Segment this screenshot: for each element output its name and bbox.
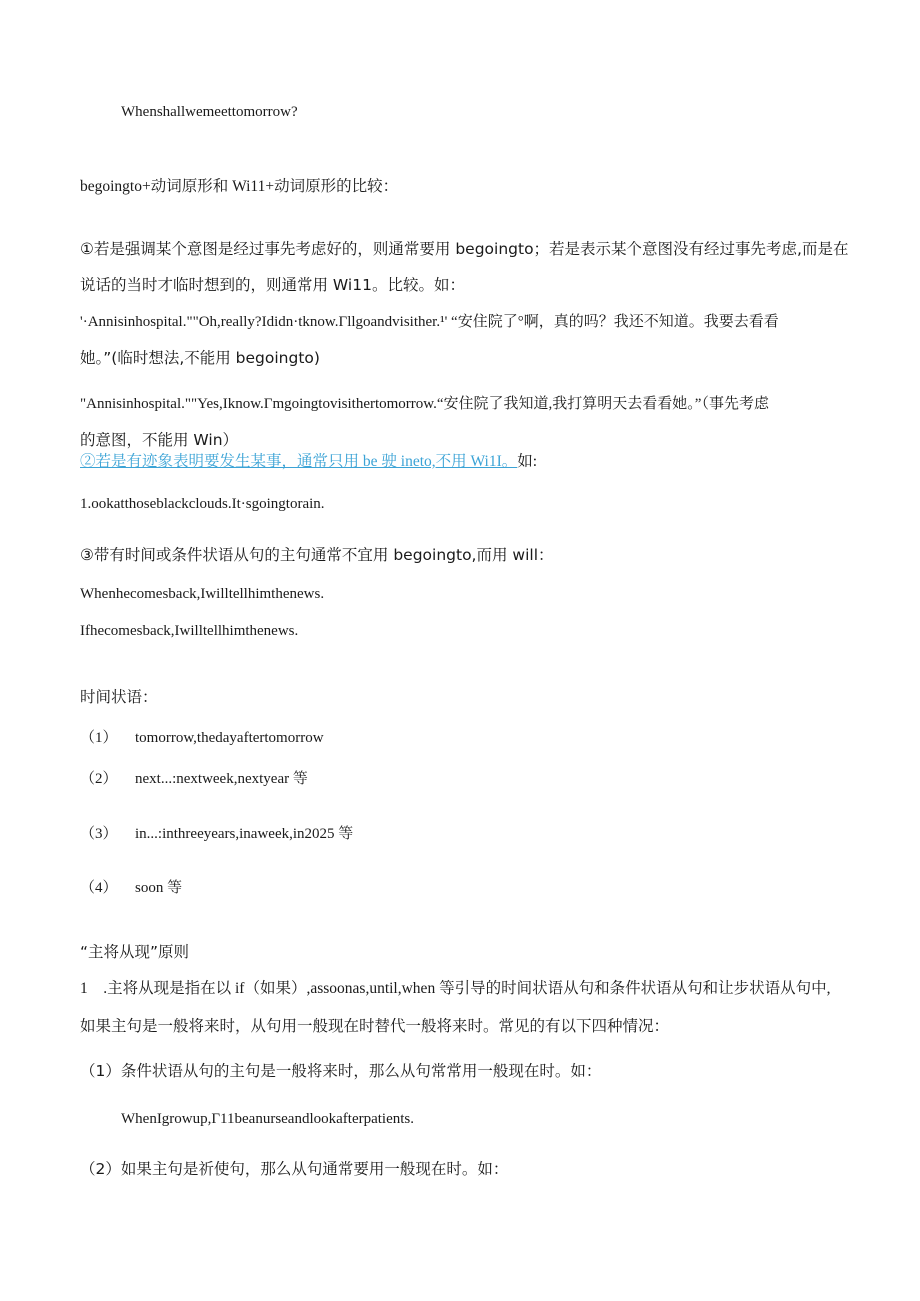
section-heading-comparison: begoingto+动词原形和 Wi11+动词原形的比较： [80, 178, 399, 195]
example-sentence-when-shall: Whenshallwemeettomorrow? [121, 104, 298, 120]
time-adverbials-heading: 时间状语： [80, 688, 158, 706]
principle-heading: “主将从现”原则 [80, 943, 190, 961]
item-number: （1） [80, 730, 118, 746]
rule-1-line-1: ①若是强调某个意图是经过事先考虑好的，则通常要用 begoingto；若是表示某个意图没有经过事先考虑,而是在 [80, 240, 849, 258]
case-1-line: （1）条件状语从句的主句是一般将来时，那么从句常常用一般现在时。如： [80, 1062, 602, 1080]
rule-3-line: ③带有时间或条件状语从句的主句通常不宜用 begoingto,而用 will： [80, 546, 554, 564]
item-text: in...:inthreeyears,inaweek,in2025 等 [135, 826, 354, 842]
example-sentence-when-he-comes: Whenhecomesback,Iwilltellhimthenews. [80, 586, 325, 602]
example-dialogue-2-line-2: 的意图，不能用 Win） [80, 431, 239, 449]
item-text: soon 等 [135, 880, 183, 896]
example-dialogue-2-line-1: "Annisinhospital.""Yes,Iknow.Γmgoingtovisithertomorrow.“安住院了我知道,我打算明天去看看她。”（事先考虑 [80, 396, 769, 412]
item-number: （2） [80, 771, 118, 787]
rule-2-hyperlink[interactable]: ②若是有迹象表明要发生某事，通常只用 be 驶 ineto,不用 Wi1I。 [80, 453, 518, 470]
principle-definition-line-2: 如果主句是一般将来时，从句用一般现在时替代一般将来时。常见的有以下四种情况： [80, 1017, 670, 1035]
time-adverbial-item-1 [80, 729, 324, 747]
time-adverbial-item-3 [80, 825, 353, 843]
item-number: （3） [80, 826, 118, 842]
example-sentence-clouds: 1.ookatthoseblackclouds.It·sgoingtorain. [80, 496, 325, 512]
time-adverbial-item-2 [80, 770, 308, 788]
item-text: tomorrow,thedayaftertomorrow [135, 730, 324, 746]
rule-2-line [80, 453, 537, 472]
time-adverbial-item-4 [80, 879, 182, 897]
case-2-line: （2）如果主句是祈使句，那么从句通常要用一般现在时。如： [80, 1160, 509, 1178]
rule-2-tail: 如: [517, 453, 538, 470]
principle-definition-line-1: 1 .主将从现是指在以 if（如果）,assoonas,until,when 等引导的时间状语从句和条件状语从句和让步状语从句中, [80, 980, 831, 997]
example-dialogue-1-line-1: '·Annisinhospital.""Oh,really?Ididn·tknow.Γllgoandvisither.¹' “安住院了°啊，真的吗？我还不知道。我要去看看 [80, 314, 779, 330]
example-dialogue-1-line-2: 她。”(临时想法,不能用 begoingto) [80, 349, 320, 367]
example-sentence-grow-up: WhenIgrowup,Γ11beanurseandlookafterpatients. [121, 1111, 415, 1127]
example-sentence-if-he-comes: Ifhecomesback,Iwilltellhimthenews. [80, 623, 299, 639]
item-number: （4） [80, 880, 118, 896]
rule-1-line-2: 说话的当时才临时想到的，则通常用 Wi11。比较。如： [80, 276, 465, 294]
item-text: next...:nextweek,nextyear 等 [135, 771, 308, 787]
